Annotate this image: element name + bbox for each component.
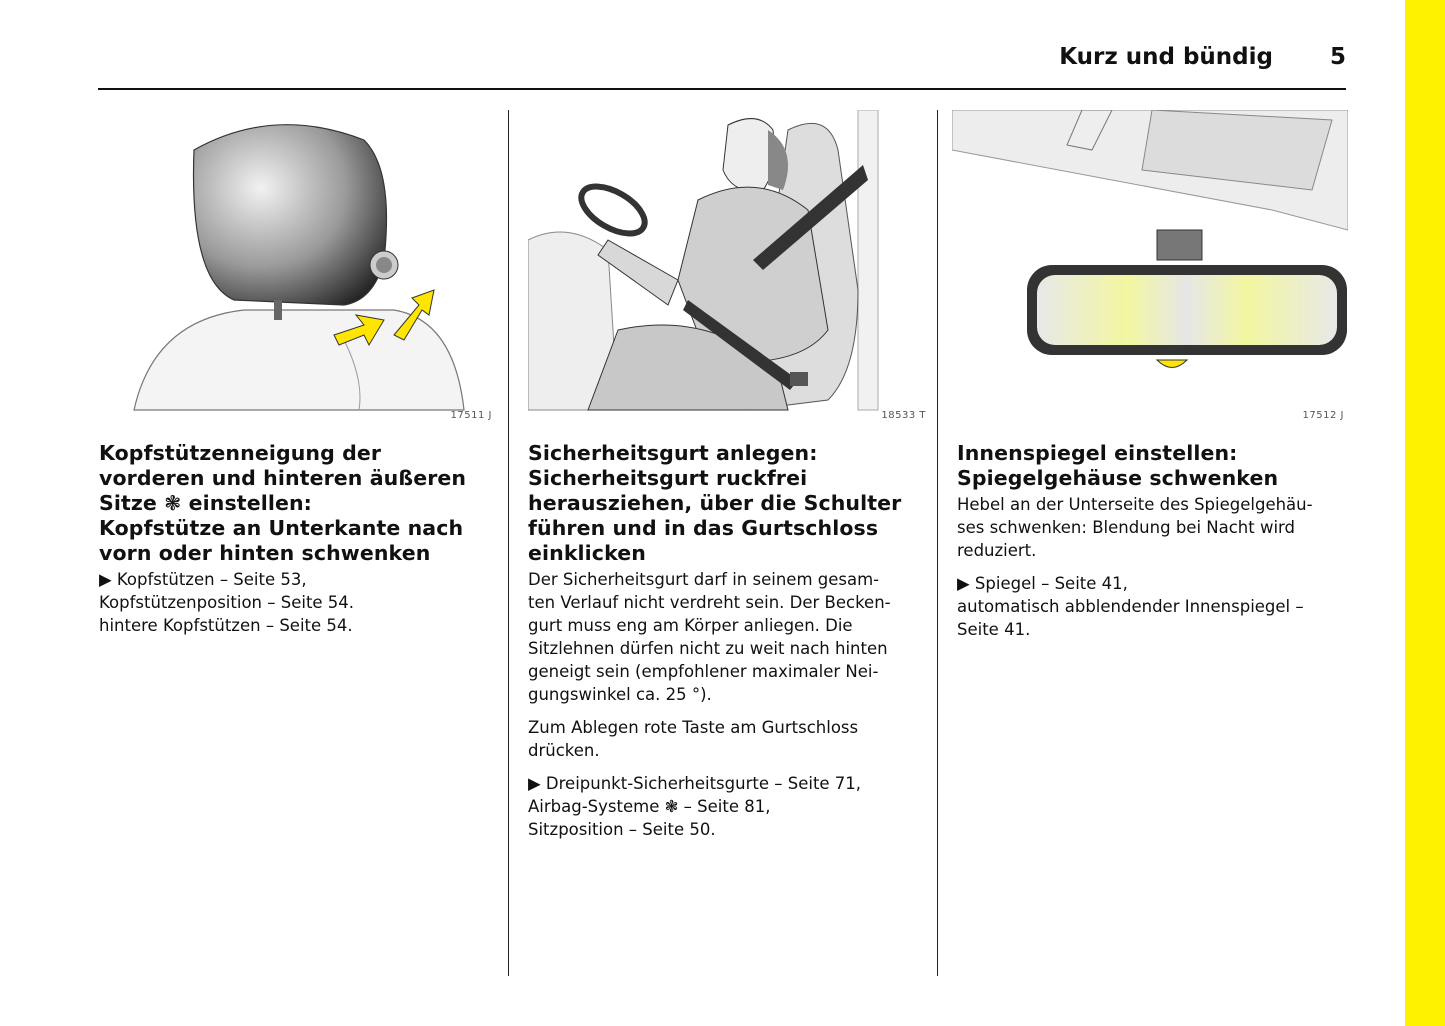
header-rule (98, 88, 1346, 90)
column-divider (508, 110, 509, 976)
text-line: geneigt sein (empfohlener maximaler Nei- (528, 662, 879, 681)
heading-line: führen und in das Gurtschloss (528, 516, 879, 540)
cross-reference[interactable]: automatisch abblendender Innenspiegel – (957, 597, 1304, 616)
figure-code: 18533 T (881, 410, 926, 421)
text-line: gurt muss eng am Körper anliegen. Die (528, 616, 853, 635)
section-heading (957, 441, 1343, 491)
heading-line: Innenspiegel einstellen: (957, 441, 1238, 465)
text-line: drücken. (528, 741, 600, 760)
mirror-illustration (952, 110, 1348, 425)
column-mirror (957, 110, 1343, 641)
cross-reference[interactable]: ▶ Kopfstützen – Seite 53, (99, 570, 307, 589)
cross-reference[interactable]: Sitzposition – Seite 50. (528, 820, 716, 839)
section-heading (528, 441, 914, 566)
cross-reference[interactable]: hintere Kopfstützen – Seite 54. (99, 616, 353, 635)
heading-line: vorn oder hinten schwenken (99, 541, 431, 565)
cross-reference[interactable]: ▶ Dreipunkt-Sicherheitsgurte – Seite 71, (528, 774, 862, 793)
heading-line: Kopfstützenneigung der (99, 441, 382, 465)
body-paragraph (528, 716, 914, 762)
body-paragraph (528, 568, 914, 706)
figure-code: 17512 J (1302, 410, 1344, 421)
text-line: gungswinkel ca. 25 °). (528, 685, 712, 704)
page-number: 5 (1330, 44, 1347, 70)
heading-line: Spiegelgehäuse schwenken (957, 466, 1279, 490)
heading-line: Sicherheitsgurt anlegen: (528, 441, 818, 465)
text-line: ten Verlauf nicht verdreht sein. Der Becken- (528, 593, 891, 612)
text-line: Hebel an der Unterseite des Spiegelgehäu- (957, 495, 1313, 514)
figure-code: 17511 J (450, 410, 492, 421)
cross-reference[interactable]: Kopfstützenposition – Seite 54. (99, 593, 355, 612)
cross-reference[interactable]: ▶ Spiegel – Seite 41, (957, 574, 1128, 593)
text-line: Der Sicherheitsgurt darf in seinem gesam- (528, 570, 880, 589)
heading-line: Sitze ❃ einstellen: (99, 491, 312, 515)
heading-line: herausziehen, über die Schulter (528, 491, 902, 515)
page-title: Kurz und bündig (1059, 44, 1273, 70)
text-line: Sitzlehnen dürfen nicht zu weit nach hinten (528, 639, 888, 658)
yellow-tab-strip (1405, 0, 1445, 1026)
text-line: ses schwenken: Blendung bei Nacht wird (957, 518, 1296, 537)
cross-reference[interactable]: Seite 41. (957, 620, 1031, 639)
text-line: reduziert. (957, 541, 1037, 560)
section-heading (99, 441, 485, 566)
heading-line: Sicherheitsgurt ruckfrei (528, 466, 808, 490)
column-headrest (99, 110, 492, 637)
seatbelt-illustration (528, 110, 930, 425)
column-divider (937, 110, 938, 976)
text-line: Zum Ablegen rote Taste am Gurtschloss (528, 718, 859, 737)
headrest-illustration (94, 110, 496, 425)
heading-line: vorderen und hinteren äußeren (99, 466, 467, 490)
column-seatbelt (528, 110, 926, 841)
body-paragraph (957, 493, 1343, 562)
heading-line: einklicken (528, 541, 646, 565)
cross-reference[interactable]: Airbag-Systeme ❃ – Seite 81, (528, 797, 771, 816)
heading-line: Kopfstütze an Unterkante nach (99, 516, 464, 540)
